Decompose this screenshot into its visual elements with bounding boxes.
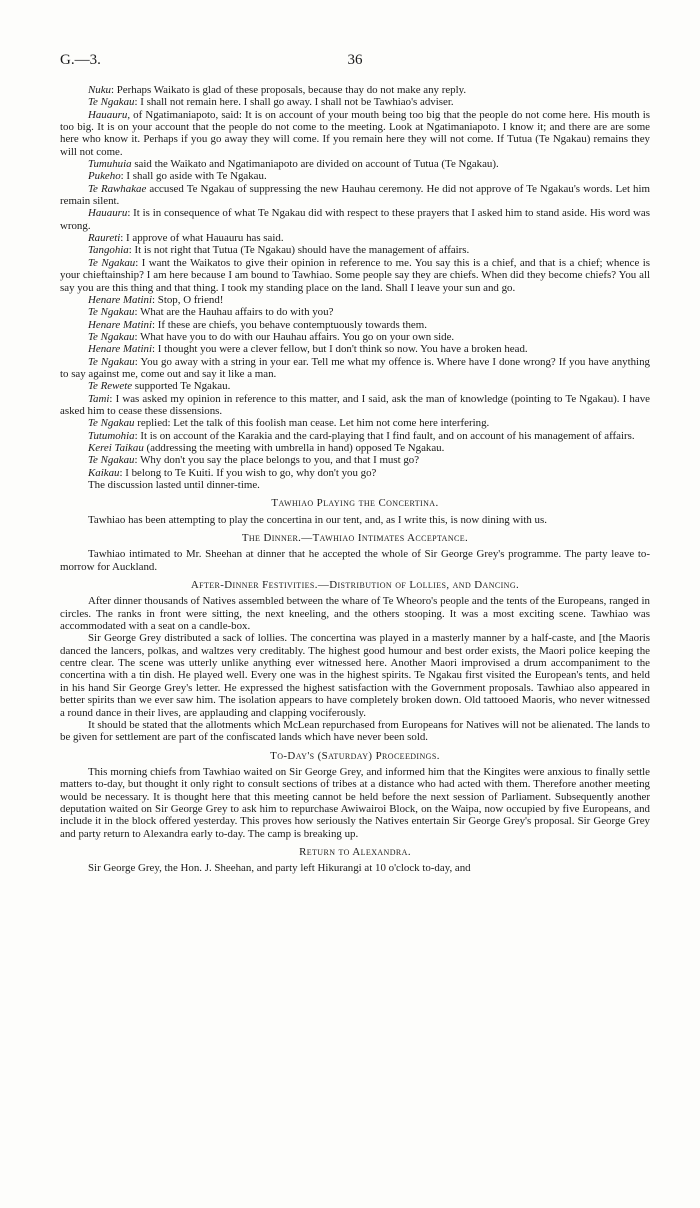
speech-paragraph: Henare Matini: If these are chiefs, you behave contemptuously towards them. — [88, 318, 427, 331]
speech-paragraph: Te Ngakau: What are the Hauhau affairs to do with you? — [88, 306, 334, 319]
speaker-name: Te Rawhakae — [88, 182, 147, 195]
speaker-name: Te Ngakau — [88, 96, 135, 109]
speaker-name: Pukeho — [88, 170, 121, 183]
speech-paragraph — [60, 417, 650, 429]
speech-paragraph: Raureti: I approve of what Hauauru has said. — [88, 232, 284, 245]
speech-text: Why don't you say the place belongs to you, and that I must go? — [140, 454, 420, 467]
speech-text: If these are chiefs, you behave contemptuously towards them. — [157, 318, 427, 331]
speech-text: You go away with a string in your ear. Tell me what my offence is. Where have I done wrong? If you have anything to say against me, come out and say it like a man. — [60, 355, 650, 380]
speaker-name: Tumuhuia — [88, 158, 132, 171]
speech-text: (addressing the meeting with umbrella in hand) opposed Te Ngakau. — [146, 441, 445, 454]
body-paragraph: After dinner thousands of Natives assembled between the whare of Te Wheoro's people and the tents of the Europeans, ranged in circles. The ranks in front were sitting, the next kneeling, and the others stooping. It was a most exciting scene. Tawhiao was accommodated with a seat on a candle-box. — [60, 595, 650, 633]
speech-text: Perhaps Waikato is glad of these proposals, because thay do not make any reply. — [116, 84, 467, 96]
speech-paragraph: Nuku: Perhaps Waikato is glad of these proposals, because thay do not make any reply. — [88, 84, 467, 96]
body-paragraph: Sir George Grey distributed a sack of lollies. The concertina was played in a masterly manner by a half-caste, and [the Maoris danced the lancers, polkas, and waltzes very creditably. The highest good humour and best order exists, the Maori police keeping the centre clear. The scene was utterly unlike anything ever witnessed here. Another Maori improvised a drum accompaniment to the concertina with a tin dish. He played well. Every one was in the highest spirits. Te Ngakau first visited the European's tents, and held in his hand Sir George Grey's letter. He expressed the highest satisfaction with the Government proposals. Tawhiao also appeared in better spirits than we ever saw him. The isolation appears to have completely broken down. Old tattooed Maoris, who never witnessed a round dance in their lives, are applauding and clapping vociferously. — [60, 632, 650, 719]
body-paragraph: The discussion lasted until dinner-time. — [88, 479, 260, 491]
speech-paragraph: Tangohia: It is not right that Tutua (Te Ngakau) should have the management of affairs. — [88, 244, 470, 257]
speech-text: I want the Waikatos to give their opinion in reference to me. You say this is a chief, and that is a chief; whence is your chieftainship? I am here because I am bound to Tawhiao. Some people say they are chiefs. When did they become chiefs? You all say you are this thing and that thing. I took my standing place on the land. Shall I leave your sun and go. — [60, 256, 650, 294]
section-heading: To-Day's (Saturday) Proceedings. — [270, 749, 440, 762]
speaker-name: Tami — [88, 392, 110, 405]
speaker-name: Raureti — [88, 232, 121, 245]
speech-paragraph: Tutumohia: It is on account of the Karakia and the card-playing that I find fault, and on account of his management of affairs. — [88, 429, 635, 442]
speech-text: supported Te Ngakau. — [134, 380, 231, 393]
speech-text: of Ngatimaniapoto, said: It is on account of your mouth being too big that the people do not come here. His mouth is too big. It is on your account that the people do not come to the meeting. Look at Ngatimaniapoto. I know it; and there are are some here who know it. Perhaps if you go away they will come. If you remain here they will not come. If Tutua (Te Ngakau) remains they will not come. — [60, 108, 650, 158]
document-body — [60, 84, 650, 875]
speaker-name: Tangohia — [88, 244, 129, 257]
speech-paragraph: Te Ngakau: You go away with a string in your ear. Tell me what my offence is. Where have I done wrong? If you have anything to say against me, come out and say it like a man. — [60, 355, 650, 380]
speech-paragraph — [60, 380, 650, 392]
speech-text: I was asked my opinion in reference to this matter, and I said, ask the man of knowledge (pointing to Te Ngakau). I have asked him to cease these dissensions. — [60, 392, 650, 417]
speech-text: Stop, O friend! — [157, 293, 224, 306]
speaker-name: Te Ngakau — [88, 306, 135, 319]
speaker-name: Kaikau — [88, 466, 120, 479]
section-heading: After-Dinner Festivities.—Distribution of Lollies, and Dancing. — [190, 579, 520, 592]
body-paragraph: Tawhiao intimated to Mr. Sheehan at dinner that he accepted the whole of Sir George Grey's programme. The party leave to-morrow for Auckland. — [60, 548, 650, 573]
speech-paragraph: Te Ngakau: I shall not remain here. I shall go away. I shall not be Tawhiao's adviser. — [88, 96, 454, 109]
speech-text: said the Waikato and Ngatimaniapoto are divided on account of Tutua (Te Ngakau). — [134, 158, 499, 171]
speech-text: What are the Hauhau affairs to do with you? — [140, 306, 334, 319]
speaker-name: Te Ngakau — [88, 454, 135, 467]
speech-paragraph: Tami: I was asked my opinion in reference to this matter, and I said, ask the man of knowledge (pointing to Te Ngakau). I have asked him to cease these dissensions. — [60, 392, 650, 417]
speech-paragraph: Hauauru: It is in consequence of what Te Ngakau did with respect to these prayers that I asked him to stand aside. His word was wrong. — [60, 207, 650, 232]
speaker-name: Te Ngakau — [88, 256, 136, 269]
speech-text: I approve of what Hauauru has said. — [126, 232, 284, 245]
speech-text: replied: Let the talk of this foolish man cease. Let him not come here interfering. — [137, 417, 490, 430]
speech-text: It is not right that Tutua (Te Ngakau) should have the management of affairs. — [134, 244, 470, 257]
speech-text: I belong to Te Kuiti. If you wish to go, why don't you go? — [125, 466, 377, 479]
page-header — [60, 52, 650, 72]
speech-paragraph — [60, 158, 650, 170]
speech-paragraph — [60, 442, 650, 454]
speech-paragraph: Te Ngakau: Why don't you say the place belongs to you, and that I must go? — [88, 454, 420, 467]
speech-text: accused Te Ngakau of suppressing the new Hauhau ceremony. He did not approve of Te Ngakau's words. Let him remain silent. — [60, 182, 650, 208]
speech-paragraph: Henare Matini: Stop, O friend! — [88, 293, 224, 306]
speaker-name: Te Rewete — [88, 380, 133, 393]
speaker-name: Henare Matini — [88, 343, 153, 356]
body-paragraph: It should be stated that the allotments which McLean repurchased from Europeans for Natives will not be alienated. The lands to be given for settlement are part of the confiscated lands which have never been sold. — [60, 718, 650, 744]
speaker-name: Henare Matini — [88, 318, 153, 331]
speech-paragraph: Te Ngakau: I want the Waikatos to give their opinion in reference to me. You say this is a chief, and that is a chief; whence is your chieftainship? I am here because I am bound to Tawhiao. Some people say they are chiefs. When did they become chiefs? You all say you are this thing and that thing. I took my standing place on the land. Shall I leave your sun and go. — [60, 256, 650, 294]
speech-paragraph: Kaikau: I belong to Te Kuiti. If you wish to go, why don't you go? — [88, 466, 377, 479]
speaker-name: Kerei Taikau — [88, 441, 144, 454]
section-heading: Return to Alexandra. — [299, 845, 411, 858]
speech-text: What have you to do with our Hauhau affairs. You go on your own side. — [140, 330, 455, 343]
speaker-name: Henare Matini — [88, 293, 153, 306]
speaker-name: Te Ngakau — [88, 417, 135, 430]
body-paragraph: Sir George Grey, the Hon. J. Sheehan, and party left Hikurangi at 10 o'clock to-day, and — [88, 862, 471, 875]
section-heading: The Dinner.—Tawhiao Intimates Acceptance. — [241, 532, 469, 545]
body-paragraph: This morning chiefs from Tawhiao waited on Sir George Grey, and informed him that the Kingites were anxious to finally settle matters to-day, but thought it only right to consult sections of tribes at a distance who had acted with them. Therefore another meeting would be necessary. It is thought here that this meeting cannot be held before the next session of Parliament. Subsequently another deputation waited on Sir George Grey to ask him to repurchase Awiwairoi Block, on the Waipa, now occupied by five Europeans, and include it in the block offered yesterday. This proves how seriously the Natives entertain Sir George Grey's proposal. Sir George Grey and party return to Alexandra early to-day. The camp is breaking up. — [60, 765, 650, 840]
body-paragraph: Tawhiao has been attempting to play the concertina in our tent, and, as I write this, is now dining with us. — [88, 513, 547, 526]
speaker-name: Nuku — [88, 84, 111, 96]
speech-text: It is in consequence of what Te Ngakau did with respect to these prayers that I asked him to stand aside. His word was wrong. — [60, 207, 650, 232]
speech-text: I thought you were a clever fellow, but I don't think so now. You have a broken head. — [157, 343, 528, 356]
speaker-name: Te Ngakau — [88, 355, 135, 368]
speaker-name: Tutumohia — [88, 429, 135, 442]
section-heading: Tawhiao Playing the Concertina. — [271, 497, 439, 510]
speech-paragraph: Hauauru, of Ngatimaniapoto, said: It is on account of your mouth being too big that the people do not come here. His mouth is too big. It is on your account that the people do not come to the meeting. Look at Ngatimaniapoto. I know it; and there are are some here who know it. Perhaps if you go away they will come. If you remain here they will not come. If Tutua (Te Ngakau) remains they will not come. — [60, 108, 650, 158]
speech-paragraph — [60, 183, 650, 208]
speaker-name: Hauauru — [88, 108, 128, 121]
page-number: 36 — [347, 52, 363, 68]
speaker-name: Te Ngakau — [88, 330, 135, 343]
speech-text: I shall not remain here. I shall go away. I shall not be Tawhiao's adviser. — [140, 96, 454, 109]
speech-text: It is on account of the Karakia and the card-playing that I find fault, and on account of his management of affairs. — [140, 429, 635, 442]
speaker-name: Hauauru — [88, 207, 128, 220]
speech-paragraph: Te Ngakau: What have you to do with our Hauhau affairs. You go on your own side. — [88, 330, 455, 343]
speech-paragraph: Pukeho: I shall go aside with Te Ngakau. — [88, 170, 267, 183]
speech-text: I shall go aside with Te Ngakau. — [126, 170, 267, 183]
speech-paragraph: Henare Matini: I thought you were a clever fellow, but I don't think so now. You have a broken head. — [88, 343, 528, 356]
document-reference: G.—3. — [60, 52, 101, 68]
